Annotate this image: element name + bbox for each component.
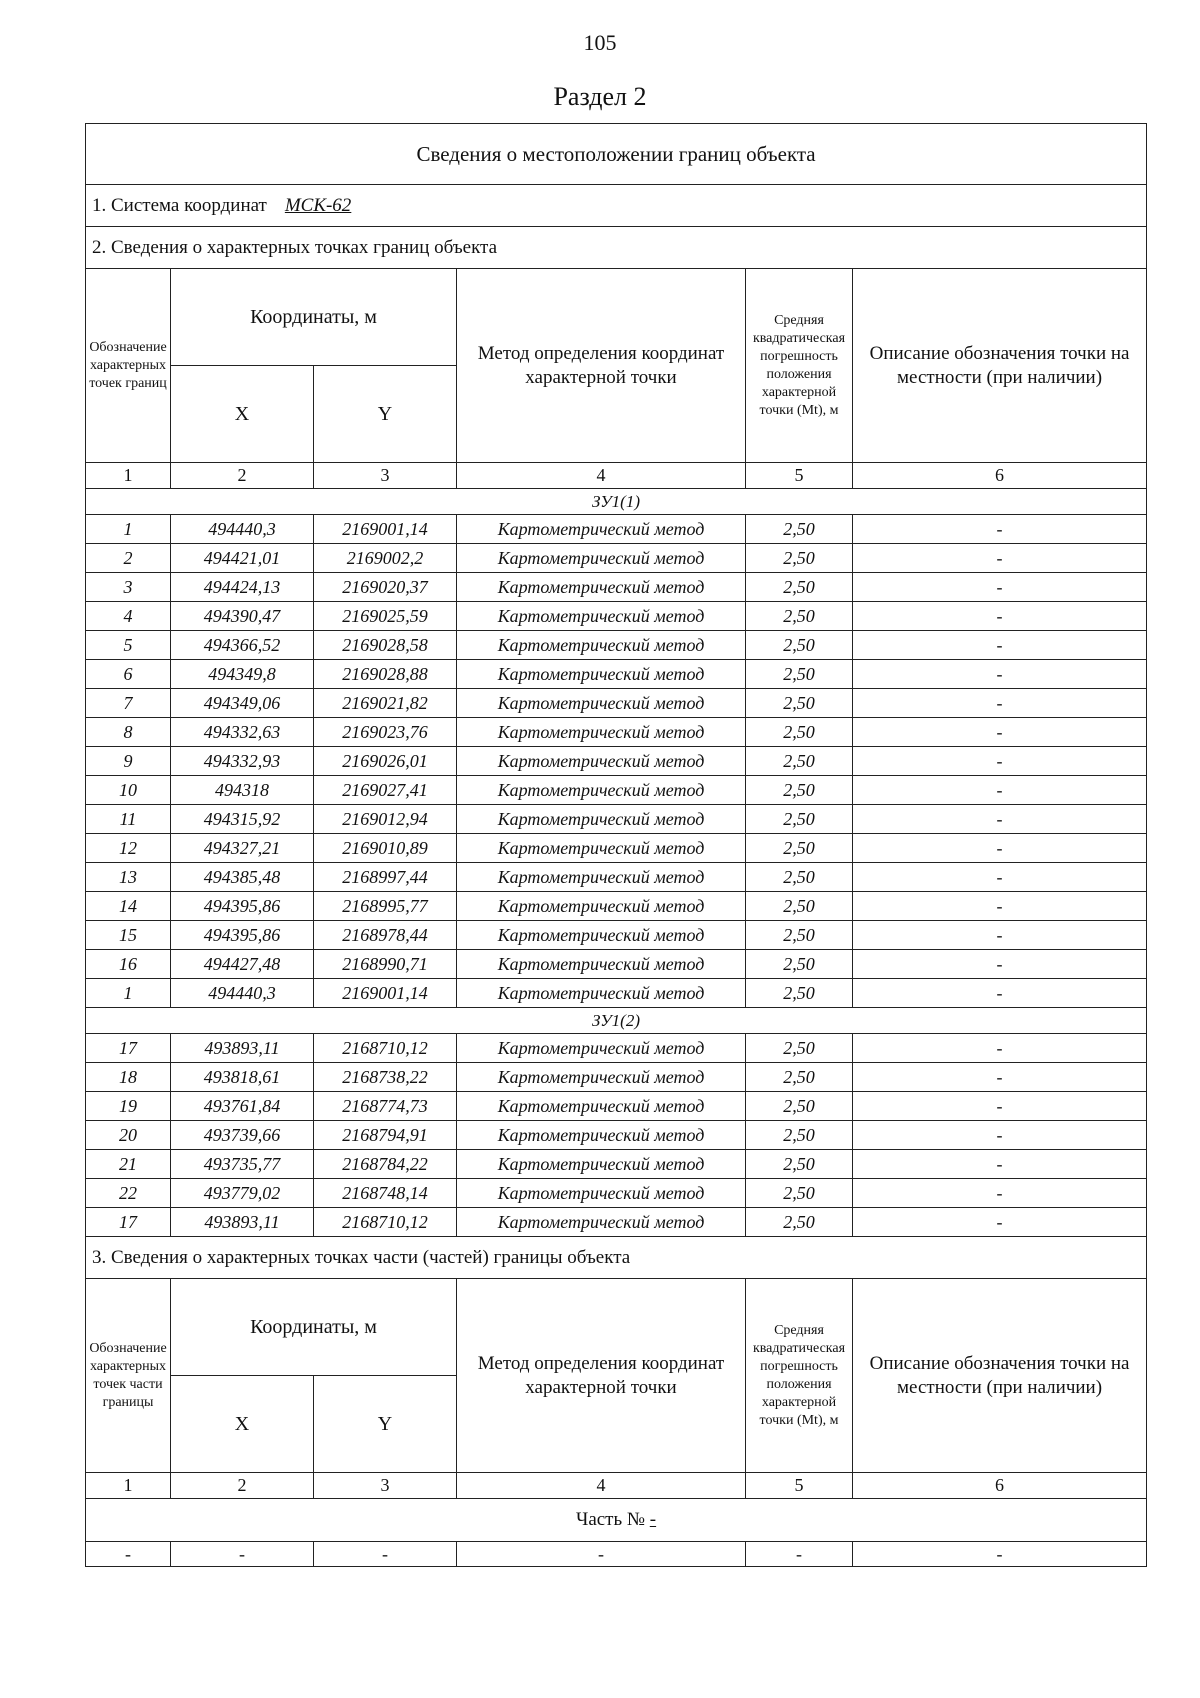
method: Картометрический метод [457, 689, 746, 718]
point-id: 15 [86, 921, 171, 950]
header-coordinates: Координаты, м [171, 269, 457, 366]
table-row [86, 631, 1147, 660]
col-num: 6 [853, 463, 1147, 489]
table-row [86, 515, 1147, 544]
coord-y: 2169028,58 [314, 631, 457, 660]
method: Картометрический метод [457, 573, 746, 602]
table-row [86, 950, 1147, 979]
coord-x: 493735,77 [171, 1150, 314, 1179]
point-id: 18 [86, 1063, 171, 1092]
point-id: 10 [86, 776, 171, 805]
coord-x: 494390,47 [171, 602, 314, 631]
coord-x: 494318 [171, 776, 314, 805]
description: - [853, 1092, 1147, 1121]
col-num: 4 [457, 1473, 746, 1499]
error: 2,50 [746, 950, 853, 979]
part-cell: - [746, 1542, 853, 1567]
description: - [853, 863, 1147, 892]
method: Картометрический метод [457, 1092, 746, 1121]
part-cell: - [171, 1542, 314, 1567]
coord-x: 494395,86 [171, 892, 314, 921]
header-description: Описание обозначения точки на местности (при наличии) [853, 269, 1147, 463]
method: Картометрический метод [457, 718, 746, 747]
table-row [86, 1034, 1147, 1063]
point-id: 21 [86, 1150, 171, 1179]
description: - [853, 573, 1147, 602]
error: 2,50 [746, 631, 853, 660]
method: Картометрический метод [457, 602, 746, 631]
point-id: 5 [86, 631, 171, 660]
coord-x: 494385,48 [171, 863, 314, 892]
table-row [86, 718, 1147, 747]
coord-x: 494332,63 [171, 718, 314, 747]
error: 2,50 [746, 834, 853, 863]
error: 2,50 [746, 718, 853, 747]
table-row [86, 892, 1147, 921]
header-method: Метод определения координат характерной точки [457, 269, 746, 463]
error: 2,50 [746, 1121, 853, 1150]
description: - [853, 747, 1147, 776]
method: Картометрический метод [457, 921, 746, 950]
error: 2,50 [746, 1092, 853, 1121]
table-row [86, 573, 1147, 602]
col-num: 1 [86, 463, 171, 489]
col-num: 2 [171, 1473, 314, 1499]
error: 2,50 [746, 921, 853, 950]
error: 2,50 [746, 892, 853, 921]
coord-x: 494332,93 [171, 747, 314, 776]
error: 2,50 [746, 979, 853, 1008]
coord-x: 494424,13 [171, 573, 314, 602]
point-id: 3 [86, 573, 171, 602]
method: Картометрический метод [457, 515, 746, 544]
coord-y: 2168997,44 [314, 863, 457, 892]
table-row [86, 747, 1147, 776]
coordinate-system-value: МСК-62 [284, 194, 352, 216]
header-error: Средняя квадратическая погрешность положения характерной точки (Mt), м [746, 269, 853, 463]
coord-y: 2169012,94 [314, 805, 457, 834]
point-id: 7 [86, 689, 171, 718]
error: 2,50 [746, 1208, 853, 1237]
coord-x: 494349,8 [171, 660, 314, 689]
col-num: 5 [746, 1473, 853, 1499]
point-id: 6 [86, 660, 171, 689]
point-id: 8 [86, 718, 171, 747]
error: 2,50 [746, 805, 853, 834]
method: Картометрический метод [457, 1121, 746, 1150]
point-id: 1 [86, 979, 171, 1008]
coord-x: 494421,01 [171, 544, 314, 573]
part-cell: - [86, 1542, 171, 1567]
parts-header-coordinates: Координаты, м [171, 1279, 457, 1376]
method: Картометрический метод [457, 776, 746, 805]
point-id: 13 [86, 863, 171, 892]
coord-x: 494440,3 [171, 515, 314, 544]
col-num: 4 [457, 463, 746, 489]
point-id: 19 [86, 1092, 171, 1121]
coord-y: 2169002,2 [314, 544, 457, 573]
coord-x: 494366,52 [171, 631, 314, 660]
point-id: 12 [86, 834, 171, 863]
coord-y: 2169020,37 [314, 573, 457, 602]
table-row [86, 602, 1147, 631]
part-cell: - [457, 1542, 746, 1567]
point-id: 17 [86, 1208, 171, 1237]
point-id: 4 [86, 602, 171, 631]
coord-x: 493779,02 [171, 1179, 314, 1208]
method: Картометрический метод [457, 660, 746, 689]
table-row [86, 776, 1147, 805]
col-num: 1 [86, 1473, 171, 1499]
coord-y: 2169023,76 [314, 718, 457, 747]
method: Картометрический метод [457, 863, 746, 892]
points-section-title: 2. Сведения о характерных точках границ объекта [86, 227, 1147, 269]
description: - [853, 805, 1147, 834]
method: Картометрический метод [457, 979, 746, 1008]
table-row [86, 1121, 1147, 1150]
col-num: 6 [853, 1473, 1147, 1499]
table-row [86, 660, 1147, 689]
error: 2,50 [746, 863, 853, 892]
column-numbers-row [86, 463, 1147, 489]
coord-y: 2169021,82 [314, 689, 457, 718]
parts-header-x: X [171, 1376, 314, 1473]
description: - [853, 631, 1147, 660]
table-row [86, 544, 1147, 573]
coord-y: 2169010,89 [314, 834, 457, 863]
col-num: 3 [314, 463, 457, 489]
header-y: Y [314, 366, 457, 463]
table-row [86, 1179, 1147, 1208]
coordinate-system-row [86, 185, 1147, 227]
description: - [853, 718, 1147, 747]
method: Картометрический метод [457, 892, 746, 921]
coord-x: 493893,11 [171, 1208, 314, 1237]
part-data-row [86, 1542, 1147, 1567]
description: - [853, 892, 1147, 921]
parts-header-point-designation: Обозначение характерных точек части границы [86, 1279, 171, 1473]
table-row [86, 1208, 1147, 1237]
coord-y: 2168784,22 [314, 1150, 457, 1179]
point-id: 11 [86, 805, 171, 834]
coord-y: 2169028,88 [314, 660, 457, 689]
table-row [86, 805, 1147, 834]
page-number: 105 [583, 30, 617, 55]
error: 2,50 [746, 660, 853, 689]
description: - [853, 776, 1147, 805]
method: Картометрический метод [457, 1063, 746, 1092]
group-name: ЗУ1(2) [86, 1008, 1147, 1034]
table-row [86, 834, 1147, 863]
coord-y: 2169026,01 [314, 747, 457, 776]
coord-y: 2168774,73 [314, 1092, 457, 1121]
table-row [86, 921, 1147, 950]
part-cell: - [853, 1542, 1147, 1567]
error: 2,50 [746, 544, 853, 573]
coord-y: 2168794,91 [314, 1121, 457, 1150]
coord-y: 2168995,77 [314, 892, 457, 921]
table-row [86, 1063, 1147, 1092]
coord-y: 2168748,14 [314, 1179, 457, 1208]
coord-x: 494427,48 [171, 950, 314, 979]
coord-x: 494395,86 [171, 921, 314, 950]
table-row [86, 1092, 1147, 1121]
error: 2,50 [746, 602, 853, 631]
method: Картометрический метод [457, 1208, 746, 1237]
coord-x: 493893,11 [171, 1034, 314, 1063]
coord-x: 494327,21 [171, 834, 314, 863]
method: Картометрический метод [457, 747, 746, 776]
point-id: 1 [86, 515, 171, 544]
col-num: 3 [314, 1473, 457, 1499]
parts-header-y: Y [314, 1376, 457, 1473]
description: - [853, 602, 1147, 631]
error: 2,50 [746, 1150, 853, 1179]
method: Картометрический метод [457, 544, 746, 573]
coord-x: 493761,84 [171, 1092, 314, 1121]
group-name: ЗУ1(1) [86, 489, 1147, 515]
method: Картометрический метод [457, 950, 746, 979]
point-id: 9 [86, 747, 171, 776]
coord-y: 2169025,59 [314, 602, 457, 631]
coord-x: 494440,3 [171, 979, 314, 1008]
point-id: 20 [86, 1121, 171, 1150]
method: Картометрический метод [457, 834, 746, 863]
description: - [853, 979, 1147, 1008]
error: 2,50 [746, 689, 853, 718]
description: - [853, 1121, 1147, 1150]
description: - [853, 1034, 1147, 1063]
description: - [853, 1208, 1147, 1237]
description: - [853, 660, 1147, 689]
method: Картометрический метод [457, 1034, 746, 1063]
method: Картометрический метод [457, 631, 746, 660]
error: 2,50 [746, 1063, 853, 1092]
parts-header-description: Описание обозначения точки на местности (при наличии) [853, 1279, 1147, 1473]
coord-y: 2169027,41 [314, 776, 457, 805]
coord-x: 493818,61 [171, 1063, 314, 1092]
description: - [853, 834, 1147, 863]
table-row [86, 979, 1147, 1008]
point-id: 14 [86, 892, 171, 921]
part-cell: - [314, 1542, 457, 1567]
description: - [853, 544, 1147, 573]
boundary-table [85, 123, 1147, 1567]
error: 2,50 [746, 747, 853, 776]
method: Картометрический метод [457, 805, 746, 834]
coord-x: 494349,06 [171, 689, 314, 718]
col-num: 5 [746, 463, 853, 489]
description: - [853, 1063, 1147, 1092]
description: - [853, 1150, 1147, 1179]
coord-y: 2168990,71 [314, 950, 457, 979]
coord-y: 2168978,44 [314, 921, 457, 950]
error: 2,50 [746, 573, 853, 602]
coordinate-system-label: 1. Система координат [92, 194, 267, 216]
method: Картометрический метод [457, 1150, 746, 1179]
parts-header-error: Средняя квадратическая погрешность положения характерной точки (Mt), м [746, 1279, 853, 1473]
section-title: Раздел 2 [553, 82, 647, 111]
point-id: 22 [86, 1179, 171, 1208]
col-num: 2 [171, 463, 314, 489]
point-id: 2 [86, 544, 171, 573]
method: Картометрический метод [457, 1179, 746, 1208]
description: - [853, 950, 1147, 979]
description: - [853, 515, 1147, 544]
part-number-row [86, 1499, 1147, 1542]
coord-y: 2169001,14 [314, 979, 457, 1008]
point-id: 16 [86, 950, 171, 979]
part-value: - [649, 1509, 657, 1530]
description: - [853, 689, 1147, 718]
part-label: Часть № [575, 1509, 646, 1530]
coord-y: 2169001,14 [314, 515, 457, 544]
error: 2,50 [746, 515, 853, 544]
point-id: 17 [86, 1034, 171, 1063]
error: 2,50 [746, 1034, 853, 1063]
table-row [86, 863, 1147, 892]
coord-y: 2168710,12 [314, 1208, 457, 1237]
error: 2,50 [746, 776, 853, 805]
header-x: X [171, 366, 314, 463]
coord-x: 494315,92 [171, 805, 314, 834]
description: - [853, 921, 1147, 950]
parts-header-method: Метод определения координат характерной точки [457, 1279, 746, 1473]
table-title: Сведения о местоположении границ объекта [86, 124, 1147, 185]
table-row [86, 1150, 1147, 1179]
parts-column-numbers-row [86, 1473, 1147, 1499]
description: - [853, 1179, 1147, 1208]
coord-y: 2168738,22 [314, 1063, 457, 1092]
table-row [86, 689, 1147, 718]
coord-y: 2168710,12 [314, 1034, 457, 1063]
error: 2,50 [746, 1179, 853, 1208]
header-point-designation: Обозначение характерных точек границ [86, 269, 171, 463]
coord-x: 493739,66 [171, 1121, 314, 1150]
parts-section-title: 3. Сведения о характерных точках части (частей) границы объекта [86, 1237, 1147, 1279]
